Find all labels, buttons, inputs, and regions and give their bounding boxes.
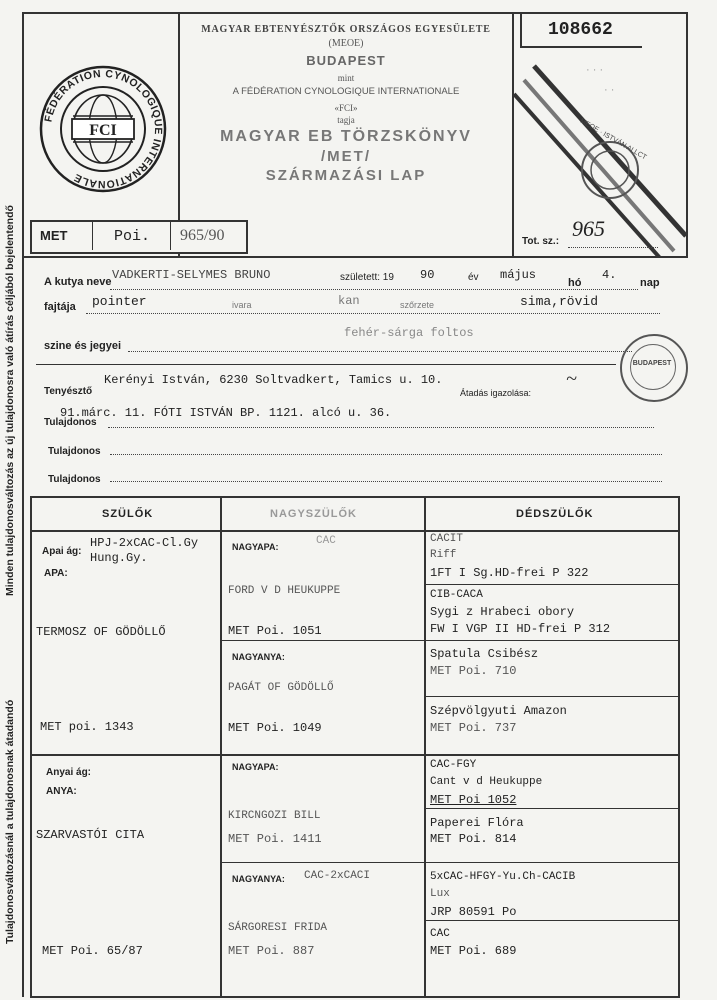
- ggp7-line-2: Lux: [430, 888, 450, 900]
- tot-sz-line: [568, 247, 658, 248]
- sex-value: kan: [338, 294, 360, 308]
- ho-label: hó: [568, 277, 582, 289]
- gp1-reg: MET Poi. 1051: [228, 624, 322, 638]
- ggp4-line-2: MET Poi. 737: [430, 721, 517, 735]
- met-box-divider-1: [92, 222, 93, 250]
- sire-label: APA:: [44, 568, 68, 579]
- header-bottom-border: [22, 256, 688, 258]
- logo-ring-text: FÉDÉRATION CYNOLOGIQUE INTERNATIONALE: [42, 67, 165, 191]
- svg-text:· · ·: · · ·: [586, 64, 604, 76]
- sire-titles-2: Hung.Gy.: [90, 551, 148, 565]
- breed-label: fajtája: [44, 301, 76, 313]
- title-line-3: SZÁRMAZÁSI LAP: [265, 167, 427, 184]
- grandparent-split-1: [222, 640, 678, 641]
- seal-text: BUDAPEST: [632, 360, 672, 367]
- dam-reg: MET Poi. 65/87: [42, 944, 143, 958]
- gp1-label: NAGYAPA:: [232, 542, 279, 552]
- color-line: [128, 351, 632, 352]
- sire-side-label: Apai ág:: [42, 546, 82, 557]
- fci-member-line: «FCI»: [334, 103, 358, 113]
- ggp6-line-1: Paperei Flóra: [430, 816, 524, 830]
- fed-line: A FÉDÉRATION CYNOLOGIQUE INTERNATIONALE: [232, 86, 460, 97]
- owner-line-3: [110, 481, 662, 482]
- great-split-1: [426, 584, 678, 585]
- pedigree-mid-line: [30, 754, 680, 756]
- ggp6-line-2: MET Poi. 814: [430, 832, 517, 846]
- owner-1-label: Tulajdonos: [44, 417, 97, 428]
- parents-header: SZÜLŐK: [102, 508, 154, 520]
- coat-value: sima,rövid: [520, 294, 599, 309]
- ggp3-line-1: Spatula Csibész: [430, 647, 539, 661]
- breeder-label: Tenyésztő: [44, 386, 93, 397]
- gp2-label: NAGYANYA:: [232, 652, 285, 662]
- grandparents-divider: [424, 496, 426, 998]
- transfer-signature: ~: [566, 368, 577, 390]
- ev-label: év: [468, 272, 479, 283]
- great-split-4: [426, 920, 678, 921]
- breed-value: pointer: [92, 294, 147, 309]
- ggp7-line-3: JRP 80591 Po: [430, 905, 517, 919]
- name-line: [110, 289, 638, 290]
- met-box-divider-2: [170, 222, 171, 250]
- svg-text:· ·: · ·: [604, 84, 615, 96]
- ggp7-line-1: 5xCAC-HFGY-Yu.Ch-CACIB: [430, 871, 576, 883]
- sex-label: ivara: [232, 300, 252, 310]
- ggp5-line-1: CAC-FGY: [430, 759, 477, 771]
- dam-side-label: Anyai ág:: [46, 767, 92, 778]
- parents-divider: [220, 496, 222, 998]
- gp3-name: KIRCNGOZI BILL: [228, 810, 321, 822]
- gp2-name: PAGÁT OF GÖDÖLLŐ: [228, 682, 334, 694]
- nap-label: nap: [640, 277, 660, 289]
- dam-label: ANYA:: [46, 786, 77, 797]
- ggp1-line-3: 1FT I Sg.HD-frei P 322: [430, 566, 589, 580]
- document-number: 108662: [548, 20, 613, 40]
- dog-name-label: A kutya neve: [44, 276, 112, 288]
- ggp1-line-1: CACIT: [430, 533, 464, 545]
- side-notice-top: Minden tulajdonosváltozás az új tulajdonosra való átírás céljából bejelentendő: [4, 205, 16, 596]
- ggp8-line-2: MET Poi. 689: [430, 944, 517, 958]
- sire-reg: MET poi. 1343: [40, 720, 134, 734]
- fci-logo: [38, 64, 168, 194]
- org-abbr: (MEOE): [328, 38, 364, 49]
- owner-3-label: Tulajdonos: [48, 474, 101, 485]
- breeder-value: Kerényi István, 6230 Soltvadkert, Tamics u. 10.: [104, 373, 443, 387]
- gp3-reg: MET Poi. 1411: [228, 832, 322, 846]
- gp4-title: CAC-2xCACI: [304, 870, 371, 882]
- city-line: BUDAPEST: [306, 53, 386, 68]
- gp1-name: FORD V D HEUKUPPE: [228, 585, 341, 597]
- pedigree-top-border: [30, 496, 680, 498]
- born-day: 4.: [602, 268, 617, 282]
- owner-line-1: [108, 427, 654, 428]
- org-line: MAGYAR EBTENYÉSZTŐK ORSZÁGOS EGYESÜLETE: [201, 24, 491, 35]
- dog-name: VADKERTI-SELYMES BRUNO: [112, 268, 271, 282]
- grandparents-header: NAGYSZÜLŐK: [270, 508, 357, 520]
- ggp2-line-2: Sygi z Hrabeci obory: [430, 605, 575, 619]
- owner-1-value: 91.márc. 11. FÓTI ISTVÁN BP. 1121. alcó u. 36.: [60, 406, 392, 420]
- round-seal-inner: [630, 344, 676, 390]
- color-value: fehér-sárga foltos: [344, 326, 474, 340]
- born-year: 90: [420, 268, 435, 282]
- great-grandparents-header: DÉDSZÜLŐK: [516, 508, 594, 520]
- ggp4-line-1: Szépvölgyuti Amazon: [430, 704, 567, 718]
- great-split-3: [426, 808, 678, 809]
- outer-left-border: [22, 12, 24, 997]
- pedigree-header-line: [30, 530, 680, 532]
- pedigree-left-border: [30, 496, 32, 998]
- title-line-1: MAGYAR EB TÖRZSKÖNYV: [220, 128, 472, 145]
- owner-2-label: Tulajdonos: [48, 446, 101, 457]
- header-block: [180, 24, 512, 184]
- gp2-reg: MET Poi. 1049: [228, 721, 322, 735]
- tot-sz-label: Tot. sz.:: [522, 236, 560, 247]
- gp3-label: NAGYAPA:: [232, 762, 279, 772]
- mint-line: mint: [337, 73, 355, 83]
- gp4-reg: MET Poi. 887: [228, 944, 315, 958]
- pedigree-right-border: [678, 496, 680, 998]
- gp1-title: CAC: [316, 535, 336, 547]
- dam-name: SZARVASTÓI CITA: [36, 828, 145, 842]
- transfer-label: Átadás igazolása:: [460, 388, 532, 398]
- owner-line-2: [110, 454, 662, 455]
- breeder-top-line: [36, 364, 616, 365]
- ggp1-line-2: Riff: [430, 549, 457, 561]
- met-label: MET: [40, 228, 68, 243]
- logo-center-text: FCI: [89, 122, 117, 139]
- color-label: szine és jegyei: [44, 340, 122, 352]
- side-notice-bottom: Tulajdonosváltozásnál a tulajdonosnak átadandó: [4, 699, 16, 944]
- grandparent-split-2: [222, 862, 678, 863]
- registration-number: 965/90: [180, 227, 225, 244]
- sire-titles-1: HPJ-2xCAC-Cl.Gy: [90, 536, 199, 550]
- born-month: május: [500, 268, 537, 282]
- gp4-name: SÁRGORESI FRIDA: [228, 922, 328, 934]
- pedigree-bottom-line: [30, 996, 680, 998]
- great-split-2: [426, 696, 678, 697]
- ggp2-line-3: FW I VGP II HD-frei P 312: [430, 622, 611, 636]
- ggp5-line-3: MET Poi 1052: [430, 793, 517, 807]
- breed-code: Poi.: [114, 228, 151, 245]
- sire-name: TERMOSZ OF GÖDÖLLŐ: [36, 625, 166, 639]
- born-label: született: 19: [340, 272, 394, 283]
- gp4-label: NAGYANYA:: [232, 874, 285, 884]
- tot-sz-value: 965: [572, 216, 605, 241]
- coat-label: szőrzete: [400, 300, 435, 310]
- ggp2-line-1: CIB-CACA: [430, 589, 483, 601]
- ggp8-line-1: CAC: [430, 928, 450, 940]
- breed-line: [86, 313, 660, 314]
- outer-right-border: [686, 12, 688, 257]
- title-line-2: /MET/: [321, 148, 371, 165]
- ggp5-line-2: Cant v d Heukuppe: [430, 776, 543, 788]
- ggp3-line-2: MET Poi. 710: [430, 664, 517, 678]
- tagja-line: tagja: [337, 115, 355, 125]
- stamp-text: MEOE · ISTVÁN ALLCT: [578, 117, 648, 162]
